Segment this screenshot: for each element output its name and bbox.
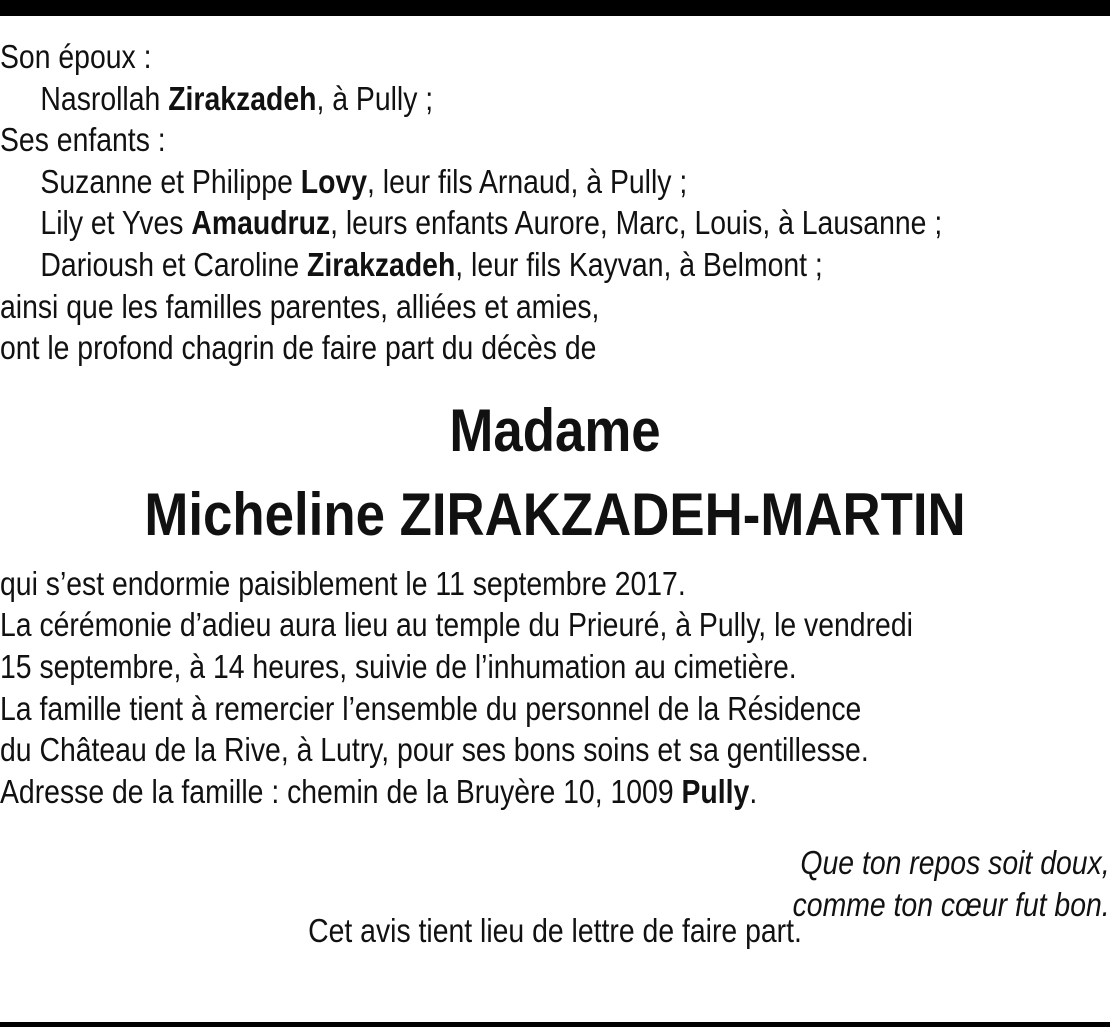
- spouse-line: Nasrollah Zirakzadeh, à Pully ;: [40, 79, 434, 117]
- details-line: qui s’est endormie paisiblement le 11 septembre 2017.: [0, 564, 686, 602]
- child-surname: Lovy: [300, 162, 368, 200]
- details-line: La cérémonie d’adieu aura lieu au temple du Prieuré, à Pully, le vendredi: [0, 606, 913, 644]
- child-line: Darioush et Caroline Zirakzadeh, leur fils Kayvan, à Belmont ;: [40, 245, 823, 283]
- spouse-heading: Son époux :: [0, 38, 152, 75]
- details-line: 15 septembre, à 14 heures, suivie de l’inhumation au cimetière.: [0, 647, 797, 685]
- quote-line: comme ton cœur fut bon.: [792, 886, 1110, 923]
- child-surname: Amaudruz: [191, 204, 331, 242]
- bottom-rule: [0, 1022, 1110, 1027]
- closing-line: Cet avis tient lieu de lettre de faire part.: [308, 912, 802, 949]
- deceased-honorific: Madame: [449, 396, 661, 464]
- announcement-line: ont le profond chagrin de faire part du décès de: [0, 329, 597, 367]
- child-line: Lily et Yves Amaudruz, leurs enfants Aurore, Marc, Louis, à Lausanne ;: [40, 204, 943, 242]
- child-line: Suzanne et Philippe Lovy, leur fils Arnaud, à Pully ;: [40, 162, 688, 200]
- quote-line: Que ton repos soit doux,: [800, 844, 1110, 881]
- obituary-notice: [0, 36, 1110, 812]
- top-rule: [0, 0, 1110, 16]
- child-surname: Zirakzadeh: [307, 245, 456, 283]
- deceased-name: Micheline ZIRAKZADEH-MARTIN: [144, 480, 966, 548]
- relatives-line: ainsi que les familles parentes, alliées et amies,: [0, 287, 600, 325]
- deceased-name-block: [0, 389, 1110, 557]
- details-block: [0, 563, 1110, 813]
- children-heading: Ses enfants :: [0, 121, 166, 159]
- details-line: du Château de la Rive, à Lutry, pour ses bons soins et sa gentillesse.: [0, 731, 869, 769]
- family-address: Adresse de la famille : chemin de la Bruyère 10, 1009 Pully.: [0, 772, 758, 810]
- spouse-surname: Zirakzadeh: [168, 79, 317, 117]
- address-city: Pully: [681, 772, 750, 810]
- details-line: La famille tient à remercier l’ensemble du personnel de la Résidence: [0, 689, 862, 727]
